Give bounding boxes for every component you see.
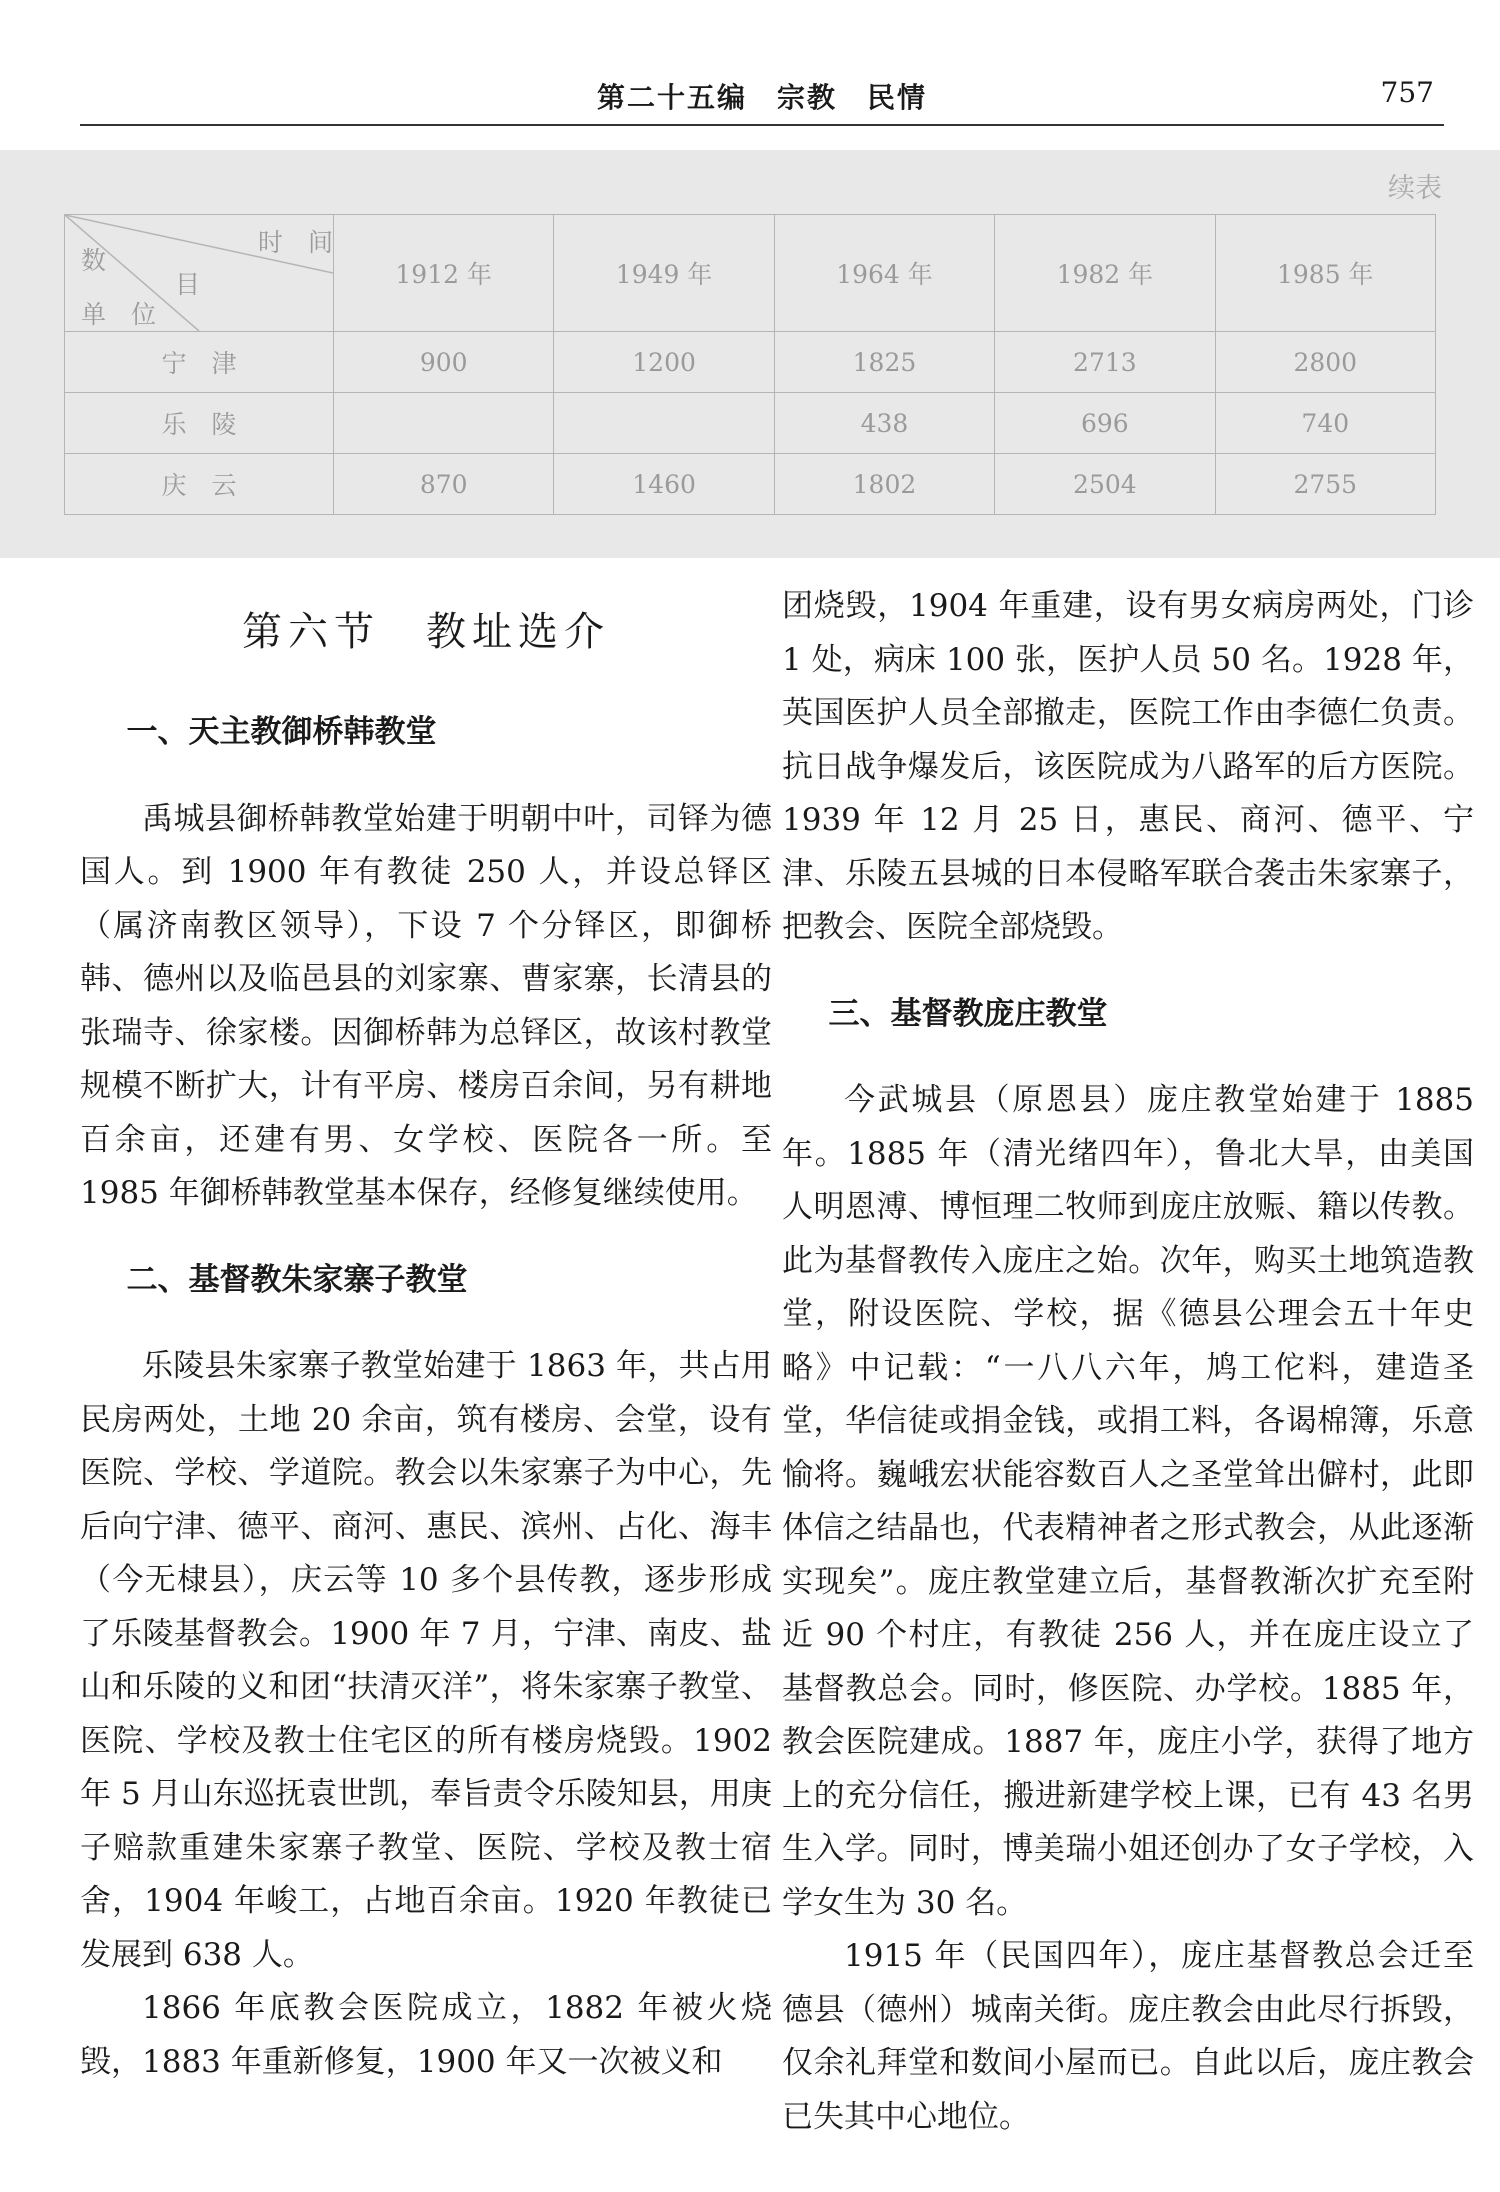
- corner-item-label: 目: [175, 270, 201, 299]
- table-cell: 900: [334, 332, 554, 393]
- table-row: [65, 393, 1436, 454]
- row-county-name: 宁 津: [65, 332, 334, 393]
- year-header: 1949 年: [554, 215, 774, 332]
- table-cell: 1802: [774, 454, 994, 515]
- table-cell: 2755: [1215, 454, 1435, 515]
- page-number: 757: [1380, 76, 1434, 109]
- year-header: 1964 年: [774, 215, 994, 332]
- table-cell: 2800: [1215, 332, 1435, 393]
- table-row: [65, 454, 1436, 515]
- section-title: 第六节 教址选介: [242, 609, 610, 655]
- heading-catholic-church: 一、天主教御桥韩教堂: [126, 714, 437, 750]
- diagonal-header: [65, 215, 333, 331]
- page-header: [80, 72, 1444, 126]
- year-header: 1982 年: [995, 215, 1215, 332]
- table-cell: [554, 393, 774, 454]
- table-header-row: [65, 215, 1436, 332]
- table-cell: 1200: [554, 332, 774, 393]
- year-header: 1912 年: [334, 215, 554, 332]
- table-corner-cell: [65, 215, 334, 332]
- table-cell: 1460: [554, 454, 774, 515]
- heading-pangzhuang-church: 三、基督教庞庄教堂: [828, 995, 1108, 1032]
- table-cell: [334, 393, 554, 454]
- paragraph: 禹城县御桥韩教堂始建于明朝中叶，司铎为德国人。到 1900 年有教徒 250 人，并设总铎区（属济南教区领导），下设 7 个分铎区，即御桥韩、德州以及临邑县的刘家寨、曹家寨，长清县的张瑞寺、徐家楼。因御桥韩为总铎区，故该村教堂规模不断扩大，计有平房、楼房百余间，另有耕地百余亩，还建有男、女学校、医院各一所。至 1985 年御桥韩教堂基本保存，经修复继续使用。: [80, 800, 772, 1211]
- corner-count-label: 数: [81, 246, 107, 275]
- row-county-name: 乐 陵: [65, 393, 334, 454]
- right-column: [782, 580, 1474, 2144]
- table-cell: 870: [334, 454, 554, 515]
- believer-count-table: [64, 214, 1436, 515]
- corner-time-label: 时 间: [257, 228, 333, 257]
- continued-label: 续表: [1388, 173, 1442, 204]
- paragraph: 1866 年底教会医院成立，1882 年被火烧毁，1883 年重新修复，1900 年又一次被义和: [80, 1990, 772, 2080]
- table-cell: 696: [995, 393, 1215, 454]
- table-cell: 2713: [995, 332, 1215, 393]
- paragraph: 今武城县（原恩县）庞庄教堂始建于 1885 年。1885 年（清光绪四年），鲁北大旱，由美国人明恩溥、博恒理二牧师到庞庄放赈、籍以传教。此为基督教传入庞庄之始。次年，购买土地筑造教堂，附设医院、学校，据《德县公理会五十年史略》中记载：“一八八六年，鸠工佗料，建造圣堂，华信徒或捐金钱，或捐工料，各谒棉簿，乐意愉将。巍峨宏状能容数百人之圣堂耸出僻村，此即体信之结晶也，代表精神者之形式教会，从此逐渐实现矣”。庞庄教堂建立后，基督教渐次扩充至附近 90 个村庄，有教徒 256 人，并在庞庄设立了基督教总会。同时，修医院、办学校。1885 年，教会医院建成。1887 年，庞庄小学，获得了地方上的充分信任，搬进新建学校上课，已有 43 名男生入学。同时，博美瑞小姐还创办了女子学校，入学女生为 30 名。: [782, 1082, 1474, 1921]
- paragraph: 1915 年（民国四年），庞庄基督教总会迁至德县（德州）城南关街。庞庄教会由此尽行拆毁，仅余礼拜堂和数间小屋而已。自此以后，庞庄教会已失其中心地位。: [782, 1938, 1474, 2135]
- table-row: [65, 332, 1436, 393]
- row-county-name: 庆 云: [65, 454, 334, 515]
- year-header: 1985 年: [1215, 215, 1435, 332]
- corner-unit-label: 单 位: [81, 300, 157, 329]
- table-cell: 438: [774, 393, 994, 454]
- paragraph: 乐陵县朱家寨子教堂始建于 1863 年，共占用民房两处，土地 20 余亩，筑有楼房、会堂，设有医院、学校、学道院。教会以朱家寨子为中心，先后向宁津、德平、商河、惠民、滨州、占化、海丰（今无棣县），庆云等 10 多个县传教，逐步形成了乐陵基督教会。1900 年 7 月，宁津、南皮、盐山和乐陵的义和团“扶清灭洋”，将朱家寨子教堂、医院、学校及教士住宅区的所有楼房烧毁。1902 年 5 月山东巡抚袁世凯，奉旨责令乐陵知县，用庚子赔款重建朱家寨子教堂、医院、学校及教士宿舍，1904 年峻工，占地百余亩。1920 年教徒已发展到 638 人。: [80, 1348, 772, 1973]
- left-column: [80, 706, 772, 2089]
- table-cell: 740: [1215, 393, 1435, 454]
- paragraph: 团烧毁，1904 年重建，设有男女病房两处，门诊 1 处，病床 100 张，医护人员 50 名。1928 年，英国医护人员全部撤走，医院工作由李德仁负责。抗日战争爆发后，该医院成为八路军的后方医院。1939 年 12 月 25 日，惠民、商河、德平、宁津、乐陵五县城的日本侵略军联合袭击朱家寨子，把教会、医院全部烧毁。: [782, 588, 1474, 945]
- table-cell: 2504: [995, 454, 1215, 515]
- heading-zhujiazhaizi-church: 二、基督教朱家寨子教堂: [126, 1261, 468, 1298]
- running-title: 第二十五编 宗教 民情: [596, 81, 927, 114]
- continued-table-section: [0, 150, 1500, 558]
- table-cell: 1825: [774, 332, 994, 393]
